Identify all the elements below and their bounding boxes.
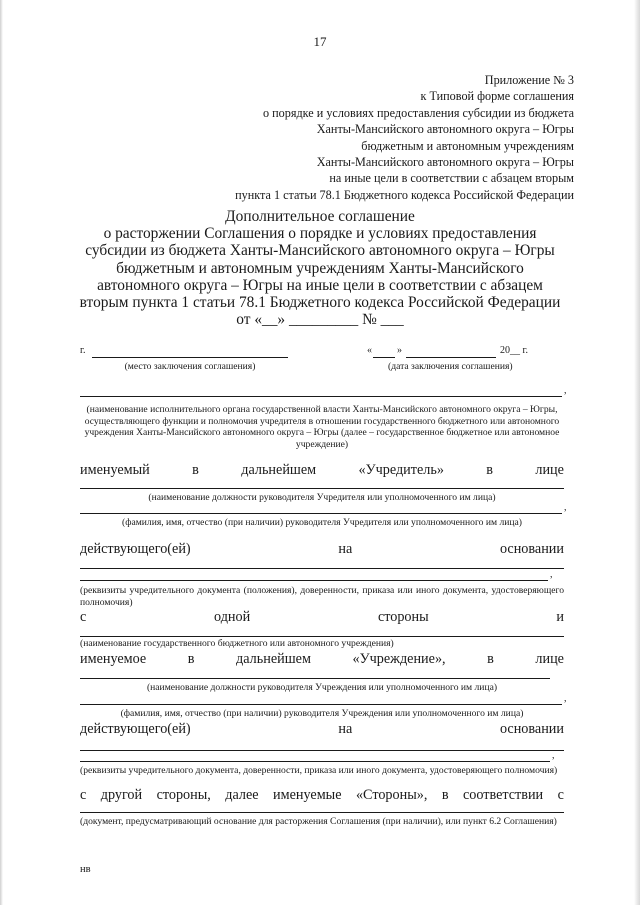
word: именуемые — [273, 787, 342, 803]
title-line: вторым пункта 1 статьи 78.1 Бюджетного кодекса Российской Федерации — [79, 294, 561, 312]
requisites-caption: (реквизиты учредительного документа, доверенности, приказа или иного документа, удостоверяющего полномочия) — [80, 765, 558, 776]
word: в — [486, 462, 493, 478]
word: на — [338, 541, 353, 557]
comma: , — [552, 750, 555, 761]
word: основании — [499, 541, 564, 557]
appendix-line: на иные цели в соответствии с абзацем вторым — [329, 171, 574, 186]
word: дальнейшем — [236, 651, 311, 667]
title-line: автономного округа – Югры на иные цели в соответствии с абзацем — [97, 276, 543, 294]
title-date-number-line: от «__» _________ № ___ — [236, 311, 404, 329]
requisites-line — [80, 580, 548, 581]
founder-position-caption: (наименование должности руководителя Учредителя или уполномоченного им лица) — [148, 492, 496, 503]
word: «Стороны», — [355, 787, 428, 803]
founder-caption: (наименование исполнительного органа государственной власти Ханты-Мансийского автономного округа – Югры, осуществляющего функции и полномочия учредителя в отношении государственного бюджетного или автономного учреждения Ханты-Мансийского автономного округа – Югры (далее – государственное бюджетное или автономное учреждение) — [84, 404, 560, 450]
other-side-line — [80, 787, 564, 804]
word: соответствии — [462, 787, 544, 803]
founder-position-line — [80, 488, 564, 489]
footer-initials: нв — [80, 864, 91, 875]
appendix-line: бюджетным и автономным учреждениям — [361, 138, 574, 153]
requisites-caption: (реквизиты учредительного документа (положения), доверенности, приказа или иного документа, удостоверяющего полномочия) — [80, 585, 564, 608]
word: стороны — [377, 609, 429, 625]
institution-name-line — [80, 636, 564, 637]
institution-fio-line — [80, 704, 562, 705]
appendix-line: Ханты-Мансийского автономного округа – Югры — [316, 155, 574, 170]
word: дальнейшем — [241, 462, 317, 478]
appendix-line: Ханты-Мансийского автономного округа – Югры — [316, 122, 574, 137]
word: в — [187, 651, 195, 667]
word: в — [487, 651, 494, 667]
institution-position-line — [80, 678, 550, 679]
title-line: бюджетным и автономным учреждениям Ханты-Мансийского — [116, 259, 524, 277]
place-caption: (место заключения соглашения) — [124, 361, 256, 372]
title-line: субсидии из бюджета Ханты-Мансийского автономного округа – Югры — [85, 242, 555, 260]
word: в — [192, 462, 199, 478]
word: далее — [225, 787, 259, 803]
date-day-line — [373, 357, 395, 358]
word: действующего(ей) — [80, 541, 191, 557]
one-side-line — [80, 609, 564, 626]
requisites-line — [80, 750, 564, 751]
document-title — [40, 208, 600, 328]
requisites-line — [80, 761, 550, 762]
comma: , — [564, 693, 567, 704]
word: в — [441, 787, 449, 803]
document-basis-line — [80, 812, 564, 813]
word: с — [80, 609, 87, 625]
comma: , — [564, 502, 567, 513]
word: стороны, — [156, 787, 211, 803]
city-label: г. — [80, 345, 86, 356]
word: на — [338, 721, 353, 737]
comma: , — [550, 569, 553, 580]
document-basis-caption: (документ, предусматривающий основание для расторжения Соглашения (при наличии), или пункт 6.2 Соглашения) — [80, 816, 557, 827]
word: «Учреждение», — [352, 651, 446, 667]
word: с — [80, 787, 87, 803]
word: и — [556, 609, 564, 625]
acting-founder-line — [80, 541, 564, 558]
word: лице — [535, 462, 564, 478]
comma: , — [564, 385, 567, 396]
named-institution-line — [80, 651, 564, 668]
place-field-line — [92, 357, 288, 358]
appendix-line: о порядке и условиях предоставления субсидии из бюджета — [263, 105, 574, 120]
institution-position-caption: (наименование должности руководителя Учреждения или уполномоченного им лица) — [146, 682, 498, 693]
founder-name-line — [80, 396, 562, 397]
word: именуемое — [80, 651, 147, 667]
date-month-line — [406, 357, 496, 358]
founder-fio-line — [80, 513, 562, 514]
scan-edge-right — [634, 0, 640, 905]
appendix-line: к Типовой форме соглашения — [420, 89, 574, 104]
word: основании — [499, 721, 564, 737]
date-caption: (дата заключения соглашения) — [388, 361, 513, 372]
appendix-line: Приложение № 3 — [484, 73, 574, 87]
founder-fio-caption: (фамилия, имя, отчество (при наличии) руководителя Учредителя или уполномоченного им лица) — [122, 517, 522, 528]
date-year-label: 20__ г. — [500, 345, 528, 356]
institution-fio-caption: (фамилия, имя, отчество (при наличии) руководителя Учреждения или уполномоченного им лица) — [120, 708, 524, 719]
institution-caption: (наименование государственного бюджетного или автономного учреждения) — [80, 638, 394, 649]
word: с — [557, 787, 564, 803]
scan-edge-left — [0, 0, 3, 905]
word: другой — [100, 787, 143, 803]
word: лице — [535, 651, 564, 667]
title-line: о расторжении Соглашения о порядке и условиях предоставления — [103, 225, 537, 243]
date-day-close-quote: » — [397, 345, 402, 356]
word: одной — [214, 609, 251, 625]
word: «Учредитель» — [358, 462, 444, 478]
appendix-line: пункта 1 статьи 78.1 Бюджетного кодекса Российской Федерации — [235, 187, 574, 202]
word: действующего(ей) — [80, 721, 191, 737]
acting-institution-line — [80, 721, 564, 738]
date-day-open-quote: « — [367, 345, 372, 356]
page-number: 17 — [313, 34, 327, 49]
appendix-header — [154, 72, 574, 203]
word: именуемый — [80, 462, 150, 478]
requisites-line — [80, 568, 564, 569]
title-line: Дополнительное соглашение — [225, 208, 415, 225]
named-founder-line — [80, 462, 564, 479]
